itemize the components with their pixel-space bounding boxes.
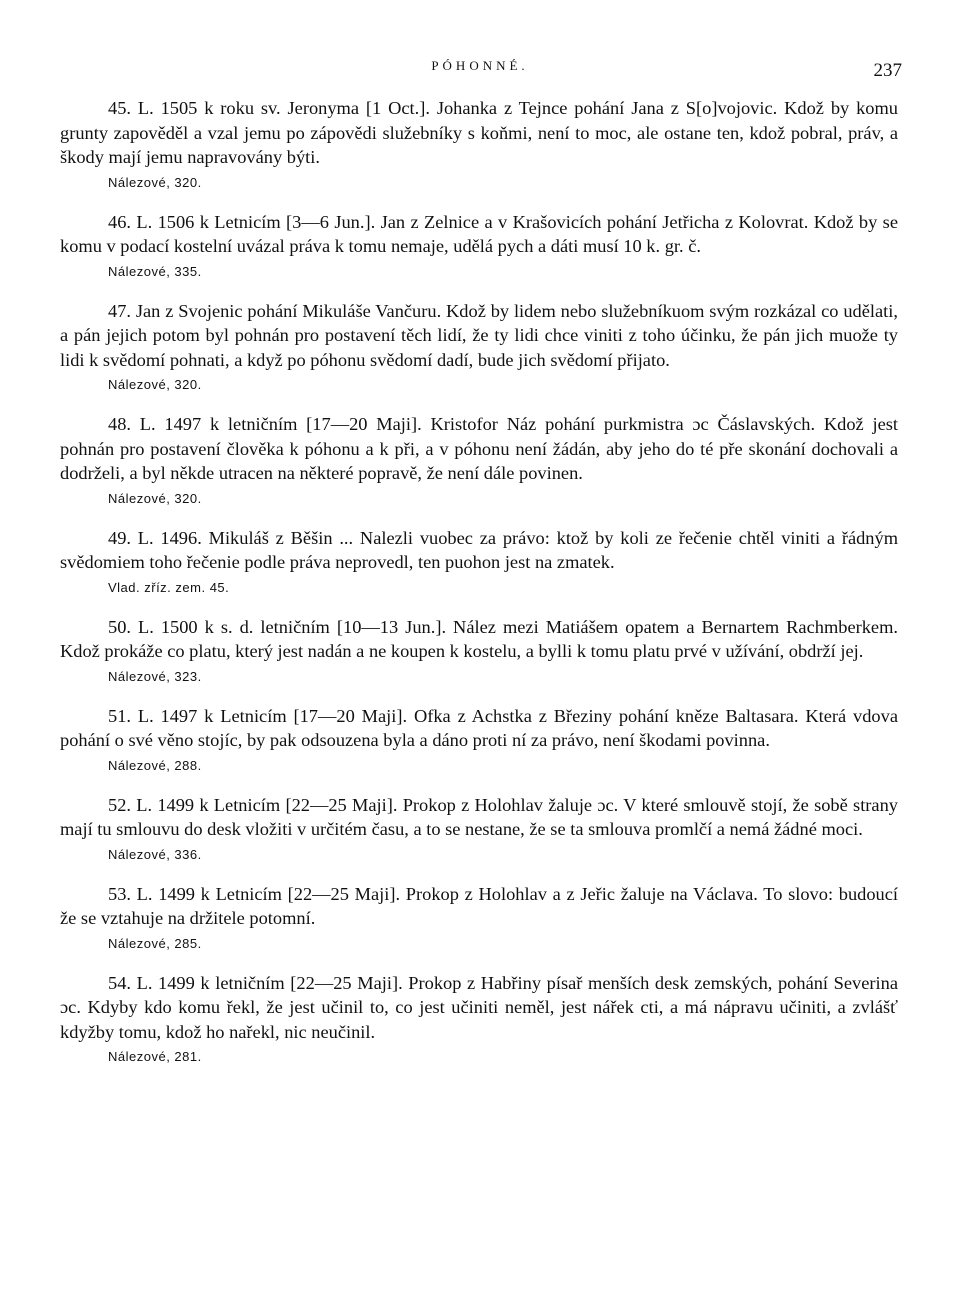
entry-53: [60, 882, 898, 951]
entry-text: 53. L. 1499 k Letnicím [22—25 Maji]. Prokop z Holohlav a z Jeřic žaluje na Václava. To slovo: budoucí že se vztahuje na držitele potomní.: [60, 883, 898, 928]
entry-source: Nálezové, 335.: [108, 263, 202, 279]
entry-text: 47. Jan z Svojenic pohání Mikuláše Vančuru. Kdož by lidem nebo služebníkuom svým rozkázal co udělati, a pán jejich potom byl pohnán pro postavení těch lidí, že ty lidi chce viniti z toho účinku, že pán jich muože ty lidi k svědomí pohnati, a když po póhonu svědomí dadí, bude jich svědomí přijato.: [60, 300, 898, 370]
entry-51: [60, 704, 898, 773]
entry-text: 49. L. 1496. Mikuláš z Běšin ... Nalezli vuobec za právo: ktož by koli ze řečenie chtěl viniti a řádným svědomiem toho řečenie podle práva neprovedl, ten puohon jest na zmatek.: [60, 527, 898, 572]
entry-text: 51. L. 1497 k Letnicím [17—20 Maji]. Ofka z Achstka z Březiny pohání kněze Baltasara. Která vdova pohání o své věno stojíc, by pak odsouzena byla a dáno proti ní za právo, není škodami povinna.: [60, 705, 898, 750]
entry-45: [60, 96, 898, 190]
entry-text: 46. L. 1506 k Letnicím [3—6 Jun.]. Jan z Zelnice a v Krašovicích pohání Jetřicha z Kolovrat. Kdož by se komu v podací kostelní uvázal práva k tomu nemaje, udělá pych a dáti musí 10 k. gr. č.: [60, 211, 898, 256]
entry-source: Nálezové, 320.: [108, 174, 202, 190]
entry-text: 50. L. 1500 k s. d. letničním [10—13 Jun.]. Nález mezi Matiášem opatem a Bernartem Rachmberkem. Kdož prokáže co platu, který jest nadán a ne koupen k kostelu, a bylli k tomu platu prvé v užívání, obdrží jej.: [60, 616, 898, 661]
entry-text: 45. L. 1505 k roku sv. Jeronyma [1 Oct.]. Johanka z Tejnce pohání Jana z S[o]vojovic. Kdož by komu grunty zapověděl a vzal jemu po zápovědi služebníky s koňmi, není to moc, ale ostane ten, kdož pobral, práv, a škody mají jemu napravovány býti.: [60, 98, 898, 167]
entry-47: [60, 299, 898, 393]
entry-46: [60, 210, 898, 279]
entry-source: Nálezové, 323.: [108, 668, 202, 684]
entry-52: [60, 793, 898, 862]
entry-source: Nálezové, 336.: [108, 846, 202, 862]
entry-text: 54. L. 1499 k letničním [22—25 Maji]. Prokop z Habřiny písař menších desk zemských, pohání Severina ɔc. Kdyby kdo komu řekl, že jest učinil to, co jest učiniti neměl, jest nářek cti, a má nápravu učiniti, a zvlášť kdyžby tomu, kdož ho nařekl, nic neučinil.: [60, 972, 898, 1042]
entry-54: [60, 971, 898, 1065]
entry-48: [60, 412, 898, 506]
entry-text: 48. L. 1497 k letničním [17—20 Maji]. Kristofor Náz pohání purkmistra ɔc Čáslavských. Kdož jest pohnán pro postavení člověka k póhonu a k při, a v póhonu není žádán, aby jeho do té pře skonání dochovali a dodrželi, a byl někde utracen na některé popravě, že není dále povinen.: [60, 414, 898, 483]
entry-49: [60, 526, 898, 595]
entry-source: Nálezové, 288.: [108, 757, 202, 773]
entry-text: 52. L. 1499 k Letnicím [22—25 Maji]. Prokop z Holohlav žaluje ɔc. V které smlouvě stojí, že sobě strany mají tu smlouvu do desk vložiti v určitém času, a to se nestane, že se ta smlouva promlčí a nemá žádné moci.: [60, 794, 898, 839]
entry-50: [60, 615, 898, 684]
running-title: PÓHONNÉ.: [431, 58, 529, 73]
entry-source: Vlad. zříz. zem. 45.: [108, 579, 230, 595]
entry-source: Nálezové, 320.: [108, 490, 202, 506]
entry-source: Nálezové, 320.: [108, 377, 202, 392]
entry-source: Nálezové, 281.: [108, 1049, 202, 1064]
entry-source: Nálezové, 285.: [108, 935, 202, 951]
entries-list: [60, 96, 898, 1084]
page-number: 237: [873, 60, 902, 81]
